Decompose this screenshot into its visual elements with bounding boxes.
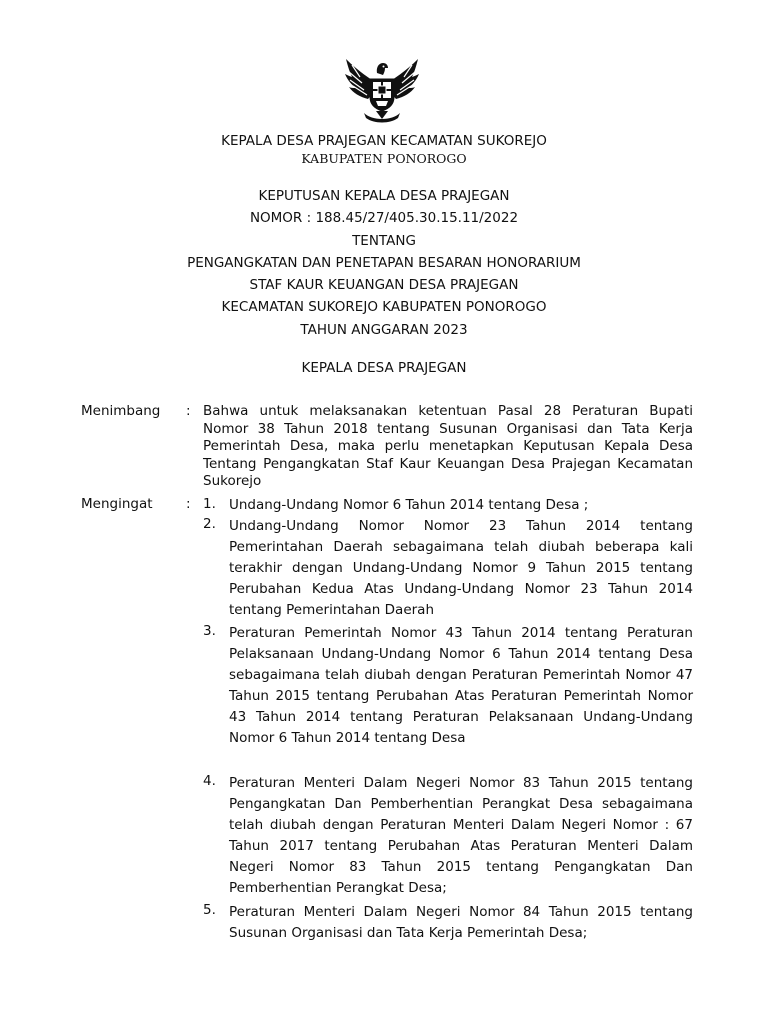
list-item-number: 3. bbox=[203, 623, 216, 639]
menimbang-label: Menimbang bbox=[81, 403, 161, 419]
list-item-number: 5. bbox=[203, 902, 216, 918]
decree-number: NOMOR : 188.45/27/405.30.15.11/2022 bbox=[249, 210, 519, 227]
decree-about: TENTANG bbox=[352, 232, 416, 249]
menimbang-text: Bahwa untuk melaksanakan ketentuan Pasal 28 Peraturan Bupati Nomor 38 Tahun 2018 tentang Susunan Organisasi dan Tata Kerja Pemerintah Desa, maka perlu menetapkan Keputusan Kepala Desa Tentang Pengangkatan Staf Kaur Keuangan Desa Prajegan Kecamatan Sukorejo bbox=[203, 403, 693, 489]
decree-title-block bbox=[0, 185, 768, 341]
list-item-text: Peraturan Menteri Dalam Negeri Nomor 84 Tahun 2015 tentang Susunan Organisasi dan Tata Kerja Pemerintah Desa; bbox=[229, 904, 693, 941]
issuing-official: KEPALA DESA PRAJEGAN bbox=[301, 360, 467, 376]
list-item-number: 4. bbox=[203, 773, 216, 789]
mengingat-label: Mengingat bbox=[81, 496, 153, 512]
decree-subject-line-3: KECAMATAN SUKOREJO KABUPATEN PONOROGO bbox=[221, 299, 547, 316]
list-item-text: Peraturan Menteri Dalam Negeri Nomor 83 Tahun 2015 tentang Pengangkatan Dan Pemberhentian Perangkat Desa sebagaimana telah diubah dengan Peraturan Menteri Dalam Negeri Nomor : 67 Tahun 2017 tentang Perubahan Atas Peraturan Menteri Dalam Negeri Nomor 83 Tahun 2015 tentang Pengangkatan Dan Pemberhentian Perangkat Desa; bbox=[229, 775, 693, 896]
decree-fiscal-year: TAHUN ANGGARAN 2023 bbox=[300, 321, 468, 338]
decree-subject-line-1: PENGANGKATAN DAN PENETAPAN BESARAN HONORARIUM bbox=[187, 254, 581, 271]
header-regency: KABUPATEN PONOROGO bbox=[301, 151, 467, 166]
mengingat-colon: : bbox=[186, 496, 191, 512]
list-item-number: 2. bbox=[203, 516, 216, 532]
garuda-emblem-icon bbox=[340, 55, 424, 125]
list-item-text: Undang-Undang Nomor 6 Tahun 2014 tentang Desa ; bbox=[229, 497, 589, 513]
decree-subject-line-2: STAF KAUR KEUANGAN DESA PRAJEGAN bbox=[249, 277, 519, 294]
list-item-text: Peraturan Pemerintah Nomor 43 Tahun 2014 tentang Peraturan Pelaksanaan Undang-Undang Nomor 6 Tahun 2014 tentang Desa sebagaimana telah diubah dengan Peraturan Pemerintah Nomor 47 Tahun 2015 tentang Perubahan Atas Peraturan Pemerintah Nomor 43 Tahun 2014 tentang Peraturan Pelaksanaan Undang-Undang Nomor 6 Tahun 2014 tentang Desa bbox=[229, 625, 693, 746]
header-authority: KEPALA DESA PRAJEGAN KECAMATAN SUKOREJO bbox=[221, 133, 547, 149]
list-item-number: 1. bbox=[203, 496, 216, 512]
list-item-text: Undang-Undang Nomor Nomor 23 Tahun 2014 tentang Pemerintahan Daerah sebagaimana telah diubah beberapa kali terakhir dengan Undang-Undang Nomor 9 Tahun 2015 tentang Perubahan Kedua Atas Undang-Undang Nomor 23 Tahun 2014 tentang Pemerintahan Daerah bbox=[229, 518, 693, 618]
decree-title: KEPUTUSAN KEPALA DESA PRAJEGAN bbox=[258, 188, 510, 204]
menimbang-colon: : bbox=[186, 403, 191, 419]
